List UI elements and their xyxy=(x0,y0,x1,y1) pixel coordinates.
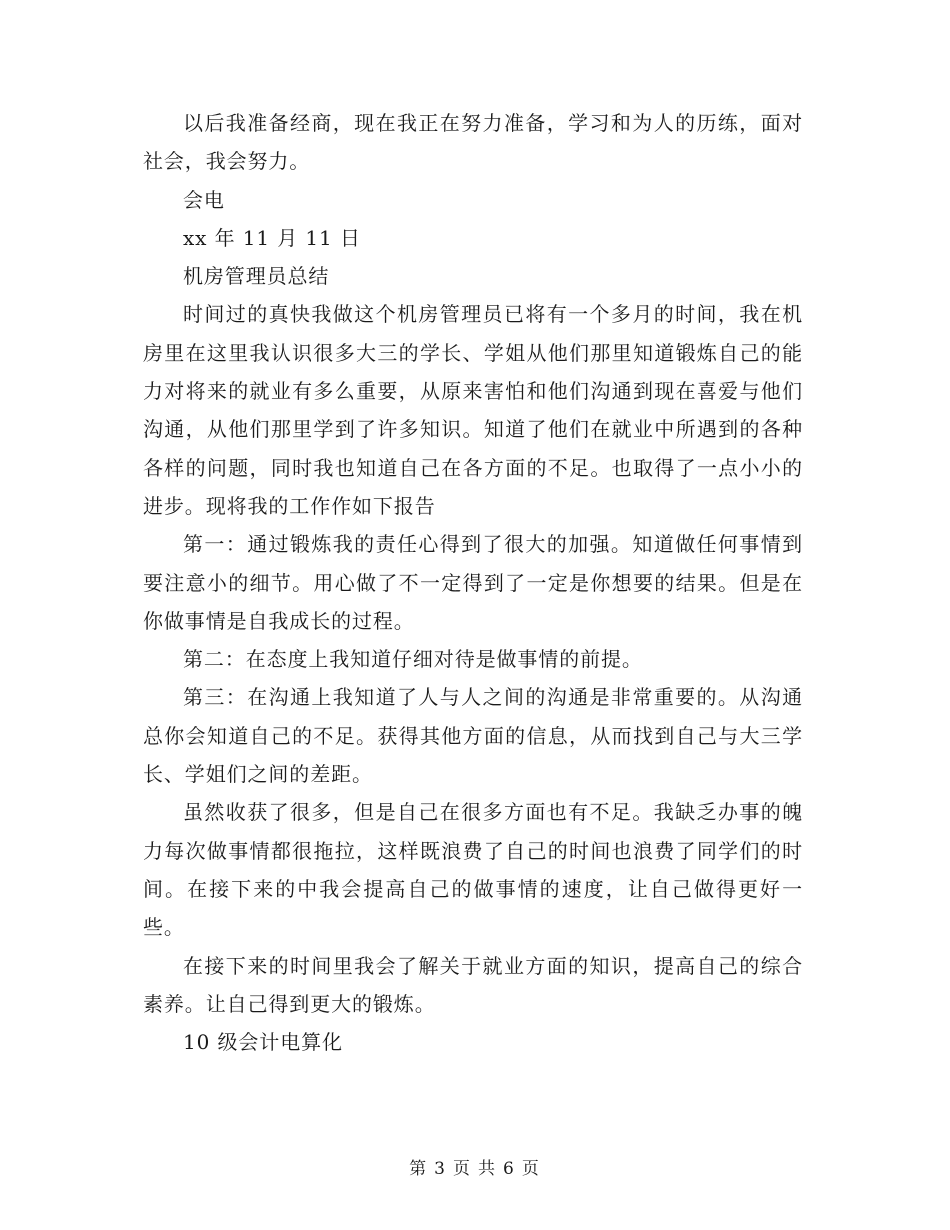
paragraph-point-three: 第三：在沟通上我知道了人与人之间的沟通是非常重要的。从沟通总你会知道自己的不足。获得其他方面的信息，从而找到自己与大三学长、学姐们之间的差距。 xyxy=(143,685,803,787)
footer-page-word: 页 xyxy=(453,1159,472,1179)
paragraph-shortcomings: 虽然收获了很多，但是自己在很多方面也有不足。我缺乏办事的魄力每次做事情都很拖拉，这样既浪费了自己的时间也浪费了同学们的时间。在接下来的中我会提高自己的做事情的速度，让自己做得更好一些。 xyxy=(143,800,803,940)
page-footer xyxy=(0,1154,950,1179)
footer-current-page: 3 xyxy=(434,1159,447,1179)
signature-name: 会电 xyxy=(183,187,225,212)
signature-date: xx 年 11 月 11 日 xyxy=(183,225,361,250)
footer-total-word: 共 xyxy=(478,1159,497,1179)
footer-suffix: 页 xyxy=(521,1159,541,1179)
paragraph-point-one: 第一：通过锻炼我的责任心得到了很大的加强。知道做任何事情到要注意小的细节。用心做了不一定得到了一定是你想要的结果。但是在你做事情是自我成长的过程。 xyxy=(143,532,803,633)
paragraph-intro: 时间过的真快我做这个机房管理员已将有一个多月的时间，我在机房里在这里我认识很多大三的学长、学姐从他们那里知道锻炼自己的能力对将来的就业有多么重要，从原来害怕和他们沟通到现在喜爱与他们沟通，从他们那里学到了许多知识。知道了他们在就业中所遇到的各种各样的问题，同时我也知道自己在各方面的不足。也取得了一点小小的进步。现将我的工作作如下报告 xyxy=(143,302,803,518)
signature-class: 10 级会计电算化 xyxy=(183,1030,343,1055)
paragraph-point-two: 第二：在态度上我知道仔细对待是做事情的前提。 xyxy=(183,647,643,672)
footer-total-pages: 6 xyxy=(503,1159,516,1179)
footer-prefix: 第 xyxy=(409,1159,429,1179)
paragraph-closing-statement: 以后我准备经商，现在我正在努力准备，学习和为人的历练，面对社会，我会努力。 xyxy=(143,111,803,174)
paragraph-future-plan: 在接下来的时间里我会了解关于就业方面的知识，提高自己的综合素养。让自己得到更大的锻炼。 xyxy=(143,953,803,1016)
section-title: 机房管理员总结 xyxy=(183,264,330,289)
document-body xyxy=(143,104,803,1061)
